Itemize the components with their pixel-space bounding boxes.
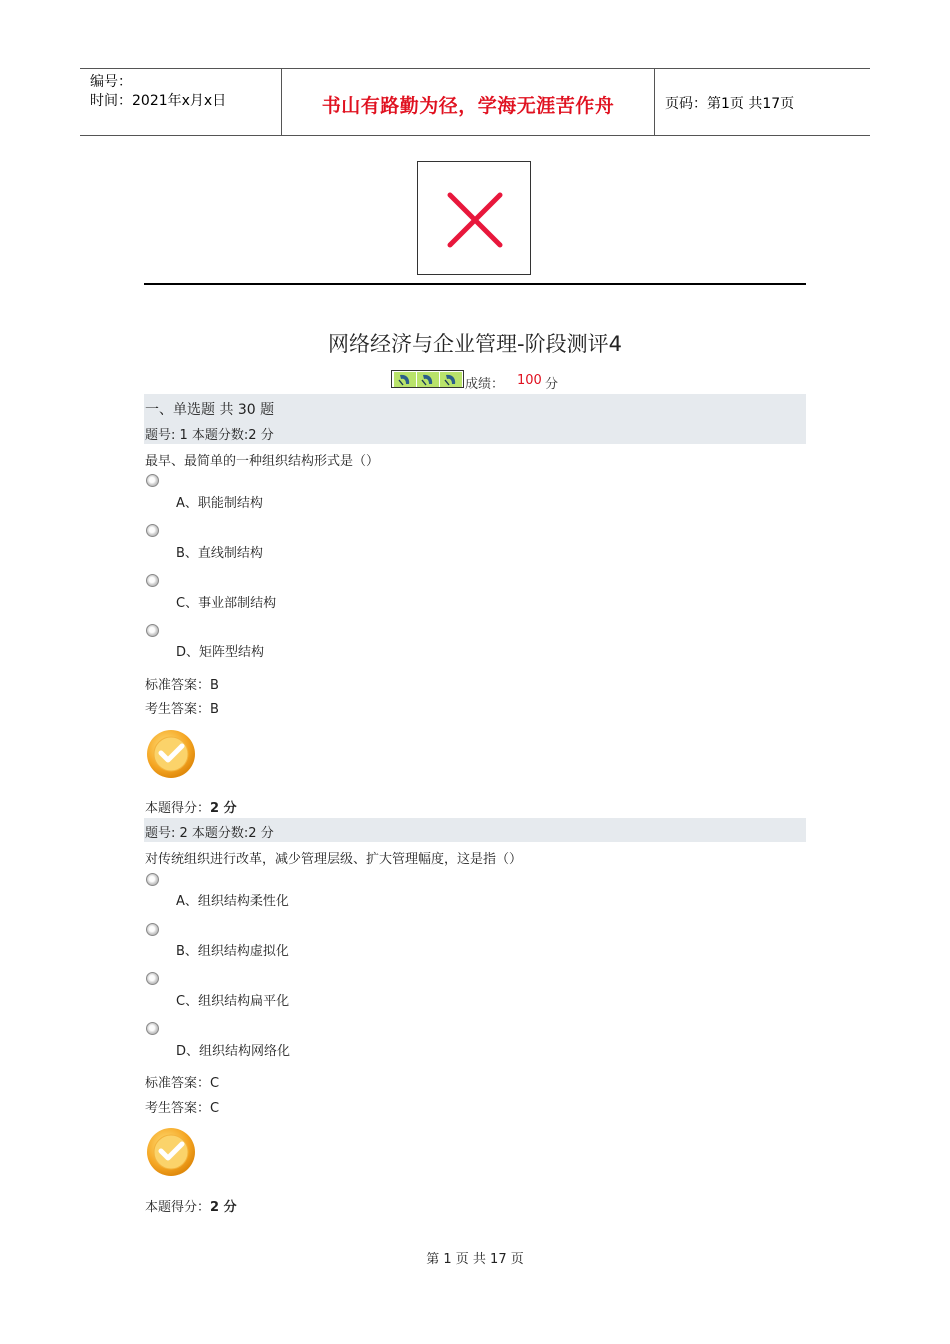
option-label: B、直线制结构: [176, 546, 263, 561]
option-label: D、组织结构网络化: [176, 1044, 291, 1059]
radio-unselected-icon[interactable]: [146, 524, 159, 537]
page-info: 页码：第1页 共17页: [665, 96, 795, 112]
page-footer: 第 1 页 共 17 页: [426, 1252, 524, 1267]
question-stem: 对传统组织进行改革，减少管理层级、扩大管理幅度，这是指（）: [145, 852, 523, 867]
option-label: C、事业部制结构: [176, 596, 277, 611]
header-motto-cell: [282, 69, 655, 135]
question-score-value: 2 分: [210, 1200, 237, 1215]
motto-text: 书山有路勤为径，学海无涯苦作舟: [321, 95, 615, 117]
question-score: [145, 797, 237, 816]
question-score-label: 本题得分：: [145, 1200, 211, 1215]
option-label: A、职能制结构: [176, 496, 263, 511]
check-badge-icon: [146, 1127, 196, 1177]
star-rating-icon: [440, 372, 462, 387]
document-number-label: 编号：: [90, 74, 132, 90]
option-label: D、矩阵型结构: [176, 645, 265, 660]
radio-unselected-icon[interactable]: [146, 873, 159, 886]
header-page-cell: [655, 69, 870, 135]
option-label: B、组织结构虚拟化: [176, 944, 289, 959]
score-value: 100: [517, 373, 542, 388]
document-time-label: 时间：2021年x月x日: [90, 93, 227, 109]
check-badge-icon: [146, 729, 196, 779]
header-info-cell: [80, 69, 282, 135]
radio-unselected-icon[interactable]: [146, 624, 159, 637]
standard-answer: 标准答案：B: [145, 678, 219, 693]
radio-unselected-icon[interactable]: [146, 923, 159, 936]
radio-unselected-icon[interactable]: [146, 1022, 159, 1035]
header-divider: [144, 283, 806, 285]
broken-image-x-icon: [417, 161, 531, 275]
question-score: [145, 1196, 237, 1215]
question-score-label: 本题得分：: [145, 801, 211, 816]
page-title: 网络经济与企业管理-阶段测评4: [328, 332, 622, 356]
section-heading: 一、单选题 共 30 题: [145, 402, 275, 418]
star-rating-icon: [417, 372, 439, 387]
star-rating: [391, 370, 464, 388]
radio-unselected-icon[interactable]: [146, 574, 159, 587]
option-label: C、组织结构扁平化: [176, 994, 290, 1009]
document-header: [80, 68, 870, 136]
question-meta: 题号: 1 本题分数:2 分: [145, 428, 274, 443]
option-label: A、组织结构柔性化: [176, 894, 289, 909]
radio-unselected-icon[interactable]: [146, 972, 159, 985]
question-stem: 最早、最简单的一种组织结构形式是（）: [145, 454, 380, 469]
score-label: 成绩：: [465, 377, 505, 392]
question-score-value: 2 分: [210, 801, 237, 816]
score-unit: 分: [545, 377, 559, 392]
student-answer: 考生答案：C: [145, 1101, 220, 1116]
star-rating-icon: [394, 372, 416, 387]
radio-unselected-icon[interactable]: [146, 474, 159, 487]
student-answer: 考生答案：B: [145, 702, 219, 717]
standard-answer: 标准答案：C: [145, 1076, 220, 1091]
question-meta: 题号: 2 本题分数:2 分: [145, 826, 274, 841]
